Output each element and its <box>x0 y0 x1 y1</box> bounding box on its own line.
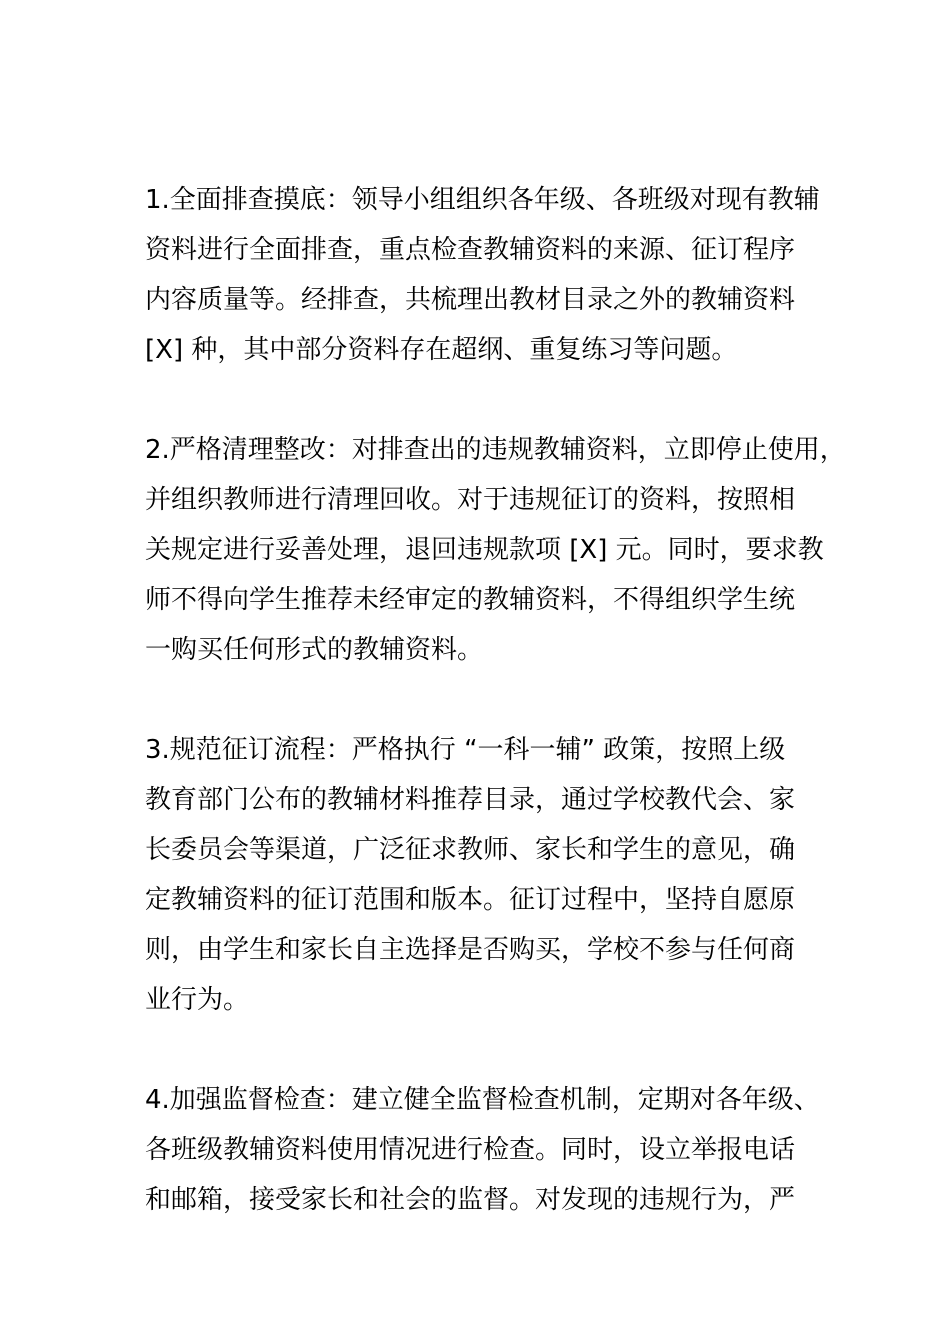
text-line: 1.全面排查摸底：领导小组组织各年级、各班级对现有教辅 <box>145 185 820 215</box>
text-line: 关规定进行妥善处理，退回违规款项 [X] 元。同时，要求教 <box>145 535 824 565</box>
text-line: 资料进行全面排查，重点检查教辅资料的来源、征订程序 <box>145 235 796 265</box>
text-line: 4.加强监督检查：建立健全监督检查机制，定期对各年级、 <box>145 1085 820 1115</box>
text-line: 和邮箱，接受家长和社会的监督。对发现的违规行为，严 <box>145 1185 796 1215</box>
text-line: 一购买任何形式的教辅资料。 <box>145 635 484 665</box>
text-line: 内容质量等。经排查，共梳理出教材目录之外的教辅资料 <box>145 285 796 315</box>
text-line: 教育部门公布的教辅材料推荐目录，通过学校教代会、家 <box>145 785 796 815</box>
text-line: 长委员会等渠道，广泛征求教师、家长和学生的意见，确 <box>145 835 796 865</box>
document-body <box>145 175 846 1275</box>
text-line: [X] 种，其中部分资料存在超纲、重复练习等问题。 <box>145 335 738 365</box>
paragraph-4 <box>145 1075 825 1225</box>
text-line: 并组织教师进行清理回收。对于违规征订的资料，按照相 <box>145 485 796 515</box>
text-line: 定教辅资料的征订范围和版本。征订过程中，坚持自愿原 <box>145 885 796 915</box>
text-line: 3.规范征订流程：严格执行 “一科一辅” 政策，按照上级 <box>145 735 786 765</box>
paragraph-3 <box>145 725 825 1025</box>
text-line: 则，由学生和家长自主选择是否购买，学校不参与任何商 <box>145 935 796 965</box>
text-line: 2.严格清理整改：对排查出的违规教辅资料，立即停止使用， <box>145 435 846 465</box>
text-line: 师不得向学生推荐未经审定的教辅资料，不得组织学生统 <box>145 585 796 615</box>
paragraph-1 <box>145 175 825 375</box>
paragraph-2 <box>145 425 846 675</box>
text-line: 各班级教辅资料使用情况进行检查。同时，设立举报电话 <box>145 1135 796 1165</box>
text-line: 业行为。 <box>145 985 250 1015</box>
